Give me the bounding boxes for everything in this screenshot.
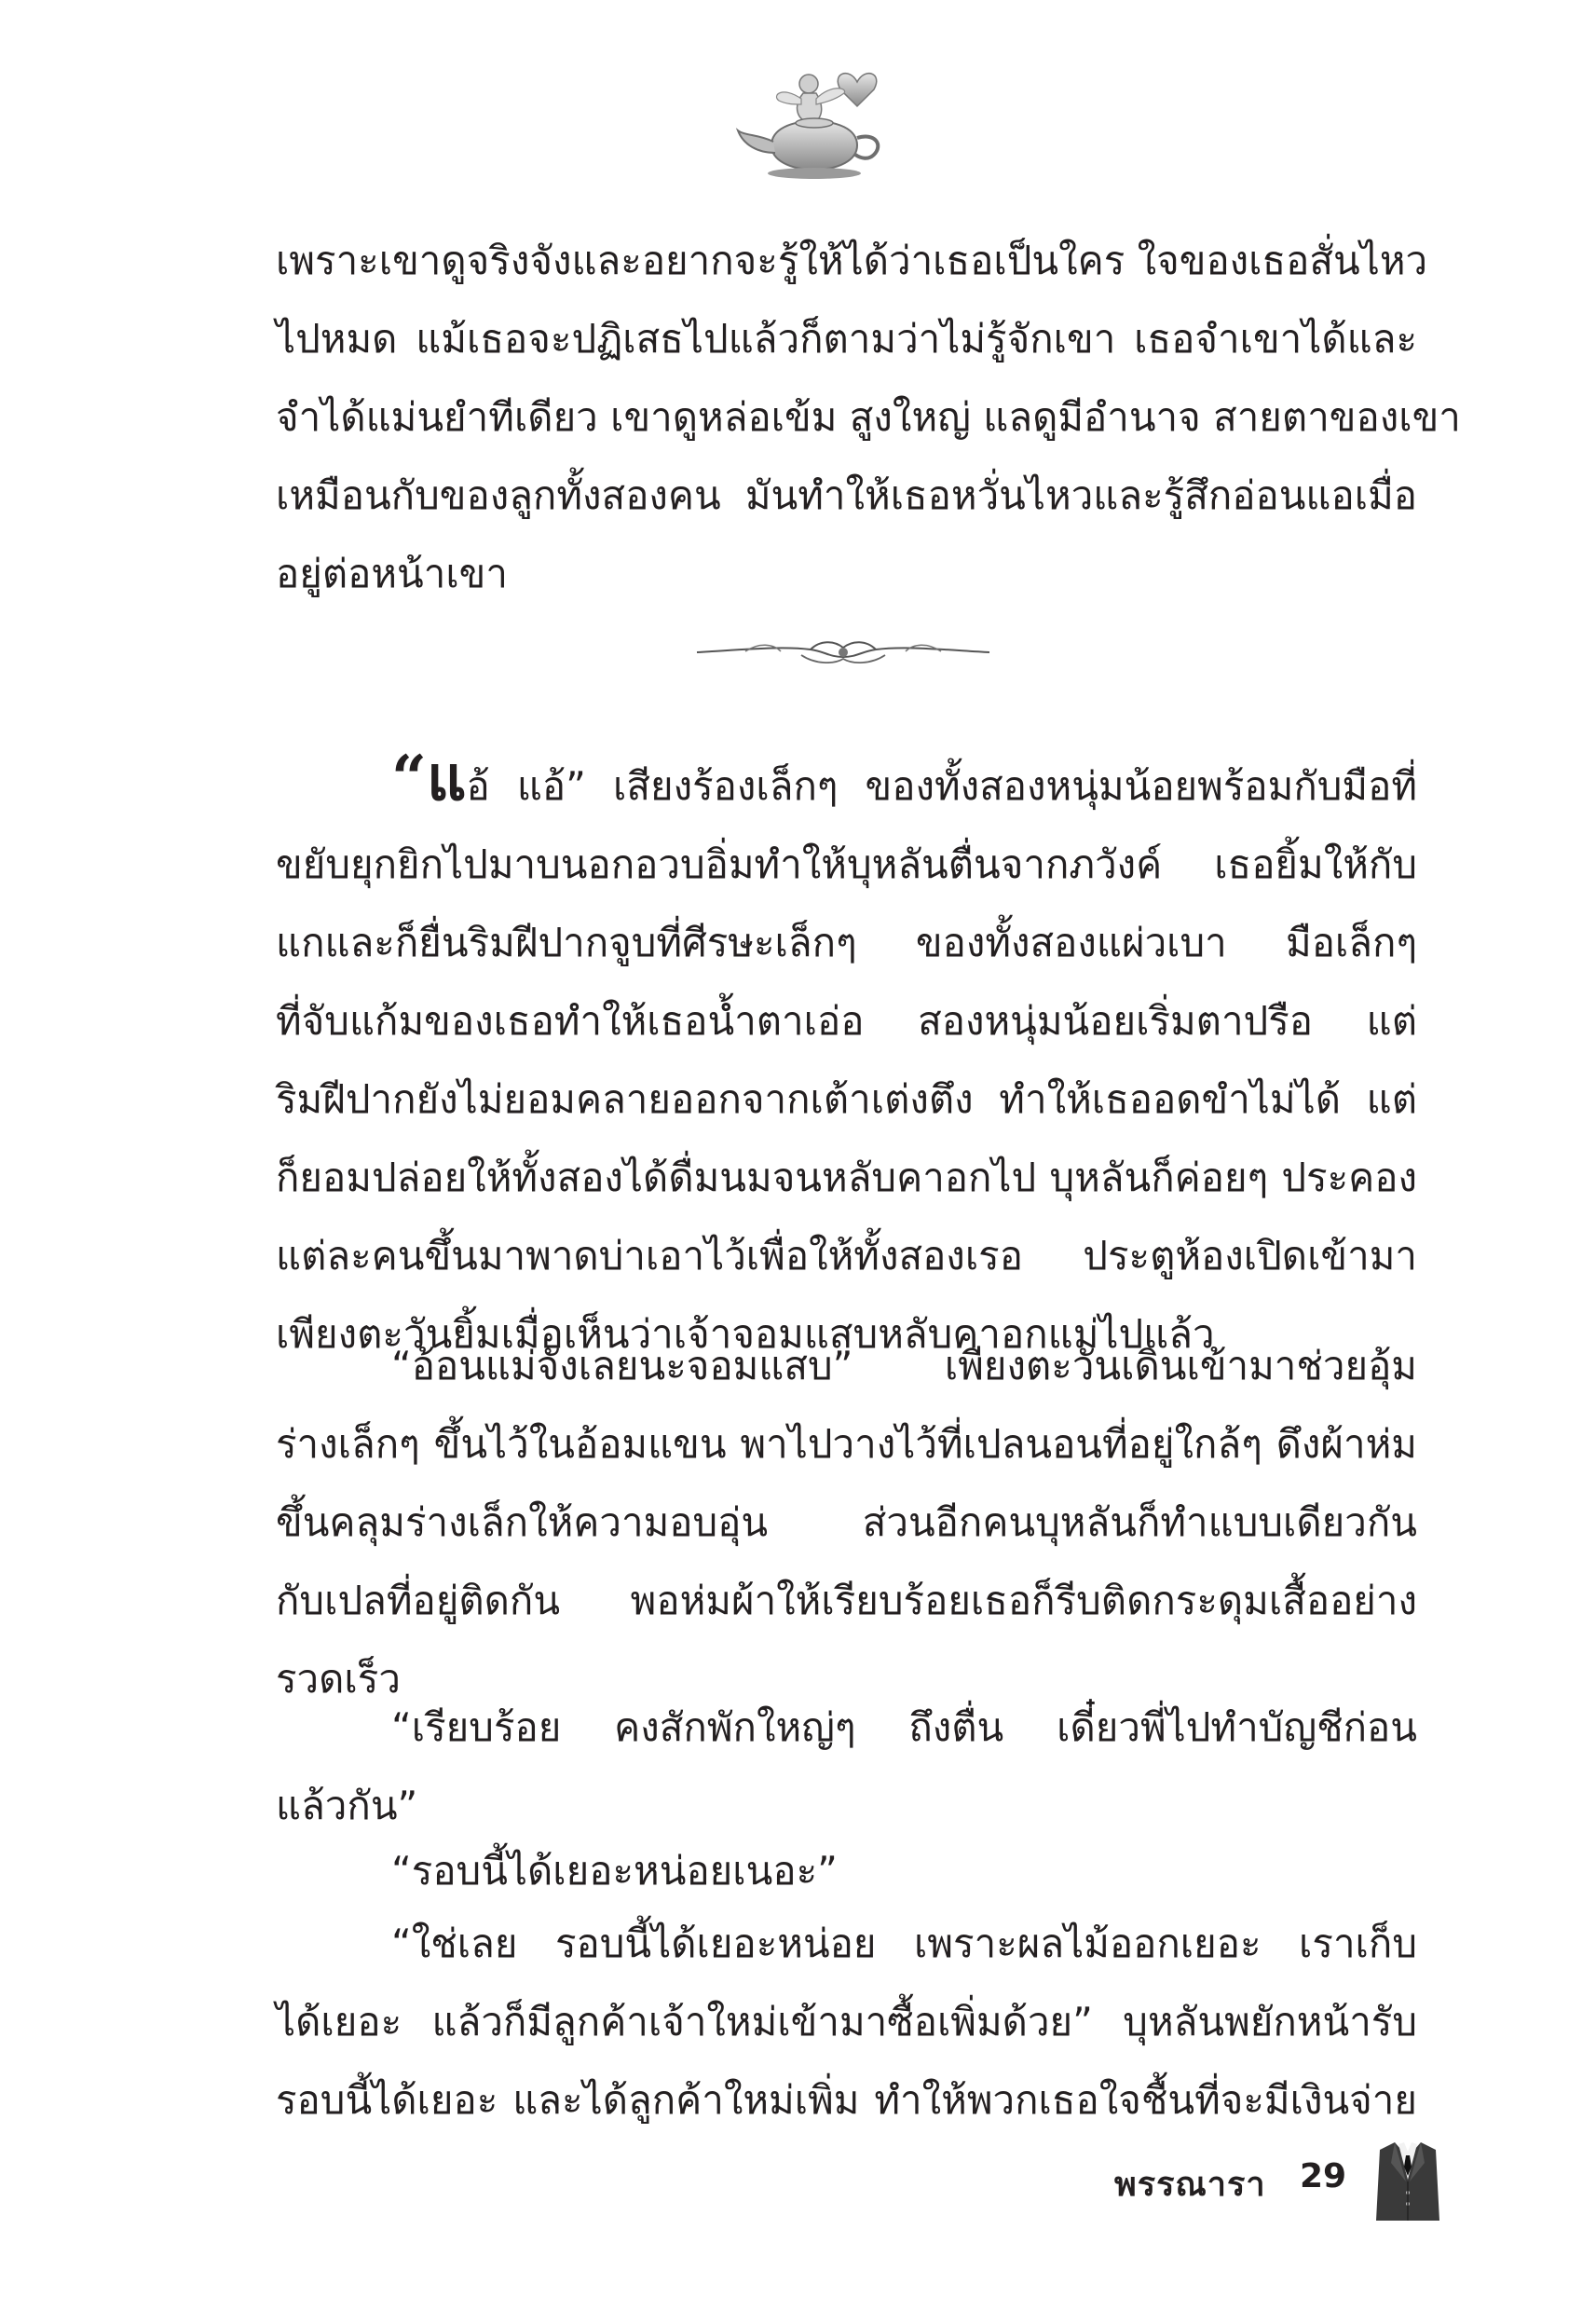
- text-line: ที่จับแก้มของเธอทำให้เธอน้ำตาเอ่อ สองหนุ่มน้อยเริ่มตาปรือ แต่: [276, 998, 1417, 1044]
- text-line: เพียงตะวันยิ้มเมื่อเห็นว่าเจ้าจอมแสบหลับคาอกแม่ไปแล้ว: [276, 1311, 1215, 1357]
- drop-cap: “แ: [391, 742, 467, 814]
- paragraph-3: [276, 1327, 1417, 1718]
- text-line: ขึ้นคลุมร่างเล็กให้ความอบอุ่น ส่วนอีกคนบุหลันก็ทำแบบเดียวกัน: [276, 1499, 1417, 1545]
- text-line: แล้วกัน”: [276, 1783, 418, 1828]
- text-line: รอบนี้ได้เยอะ และได้ลูกค้าใหม่เพิ่ม ทำให้พวกเธอใจชื้นที่จะมีเงินจ่าย: [276, 2077, 1417, 2123]
- text-line: เพราะเขาดูจริงจังและอยากจะรู้ให้ได้ว่าเธอเป็นใคร ใจของเธอสั่นไหว: [276, 238, 1428, 283]
- paragraph-4: [276, 1689, 1417, 1845]
- text-line: ได้เยอะ แล้วก็มีลูกค้าเจ้าใหม่เข้ามาซื้อเพิ่มด้วย” บุหลันพยักหน้ารับ: [276, 1999, 1417, 2044]
- text-line: “ใช่เลย รอบนี้ได้เยอะหน่อย เพราะผลไม้ออกเยอะ เราเก็บ: [391, 1921, 1417, 1966]
- paragraph-5: [276, 1832, 1417, 1910]
- text-line: “รอบนี้ได้เยอะหน่อยเนอะ”: [391, 1848, 838, 1894]
- text-line: ไปหมด แม้เธอจะปฏิเสธไปแล้วก็ตามว่าไม่รู้จักเขา เธอจำเขาได้และ: [276, 316, 1417, 362]
- text-line: ก็ยอมปล่อยให้ทั้งสองได้ดื่มนมจนหลับคาอกไป บุหลันก็ค่อยๆ ประคอง: [276, 1155, 1417, 1200]
- flourish-divider-icon: [689, 629, 997, 676]
- text-line: [276, 742, 1417, 826]
- paragraph-6: [276, 1905, 1417, 2140]
- text-line: “อ้อนแม่จังเลยนะจอมแสบ” เพียงตะวันเดินเข้ามาช่วยอุ้ม: [391, 1343, 1417, 1388]
- page-number: 29: [1300, 2157, 1347, 2195]
- suit-jacket-icon: [1374, 2139, 1441, 2224]
- text-line: แกและก็ยื่นริมฝีปากจูบที่ศีรษะเล็กๆ ของทั้งสองแผ่วเบา มือเล็กๆ: [276, 920, 1417, 965]
- text-line: เหมือนกับของลูกทั้งสองคน มันทำให้เธอหวั่นไหวและรู้สึกอ่อนแอเมื่อ: [276, 472, 1417, 518]
- text-line: ขยับยุกยิกไปมาบนอกอวบอิ่มทำให้บุหลันตื่นจากภวังค์ เธอยิ้มให้กับ: [276, 841, 1417, 887]
- text-line-rest: อ้ แอ้” เสียงร้องเล็กๆ ของทั้งสองหนุ่มน้อยพร้อมกับมือที่: [466, 763, 1417, 809]
- text-line: ร่างเล็กๆ ขึ้นไว้ในอ้อมแขน พาไปวางไว้ที่เปลนอนที่อยู่ใกล้ๆ ดึงผ้าห่ม: [276, 1421, 1417, 1467]
- running-footer-title: พรรณารา: [1114, 2166, 1266, 2204]
- paragraph-1: [276, 222, 1461, 613]
- paragraph-2: [276, 742, 1417, 1374]
- text-line: อยู่ต่อหน้าเขา: [276, 551, 508, 596]
- text-line: กับเปลที่อยู่ติดกัน พอห่มผ้าให้เรียบร้อยเธอก็รีบติดกระดุมเสื้ออย่าง: [276, 1578, 1417, 1623]
- text-line: ริมฝีปากยังไม่ยอมคลายออกจากเต้าเต่งตึง ทำให้เธออดขำไม่ได้ แต่: [276, 1076, 1417, 1122]
- text-line: แต่ละคนขึ้นมาพาดบ่าเอาไว้เพื่อให้ทั้งสองเรอ ประตูห้องเปิดเข้ามา: [276, 1233, 1417, 1279]
- teapot-cupid-ornament-icon: [717, 56, 904, 186]
- text-line: จำได้แม่นยำทีเดียว เขาดูหล่อเข้ม สูงใหญ่ แลดูมีอำนาจ สายตาของเขา: [276, 394, 1461, 440]
- text-line: รวดเร็ว: [276, 1656, 401, 1702]
- text-line: “เรียบร้อย คงสักพักใหญ่ๆ ถึงตื่น เดี๋ยวพี่ไปทำบัญชีก่อน: [391, 1704, 1417, 1750]
